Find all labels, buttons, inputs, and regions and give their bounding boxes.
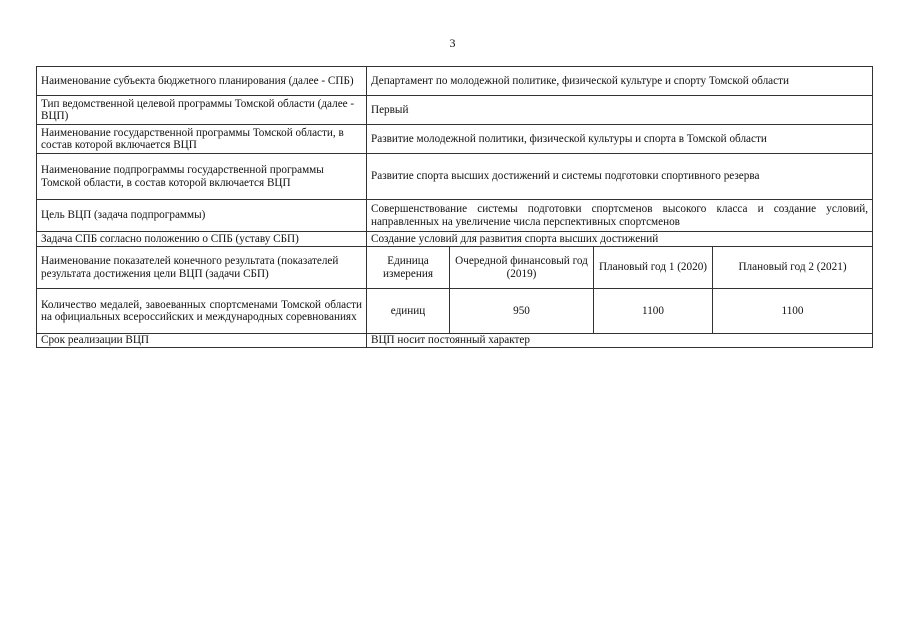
- subject-label: Наименование субъекта бюджетного планирования (далее - СПБ): [37, 67, 367, 96]
- goal-label: Цель ВЦП (задача подпрограммы): [37, 200, 367, 232]
- program-passport-table: [36, 66, 873, 348]
- page-number: 3: [449, 36, 456, 50]
- program-type-value: Первый: [367, 96, 873, 125]
- row-indicator-medals: [37, 289, 873, 334]
- row-term: [37, 334, 873, 348]
- task-label: Задача СПБ согласно положению о СПБ (уставу СБП): [37, 232, 367, 247]
- row-subject: [37, 67, 873, 96]
- indicator-medals-2020: 1100: [594, 289, 713, 334]
- indicator-medals-label: Количество медалей, завоеванных спортсменами Томской области на официальных всероссийских и международных соревнованиях: [37, 289, 367, 334]
- term-label: Срок реализации ВЦП: [37, 334, 367, 348]
- row-state-program: [37, 125, 873, 154]
- row-indicators-header: [37, 247, 873, 289]
- row-goal: [37, 200, 873, 232]
- indicator-medals-2019: 950: [450, 289, 594, 334]
- subject-value: Департамент по молодежной политике, физической культуре и спорту Томской области: [367, 67, 873, 96]
- task-value: Создание условий для развития спорта высших достижений: [367, 232, 873, 247]
- program-type-label: Тип ведомственной целевой программы Томской области (далее - ВЦП): [37, 96, 367, 125]
- state-program-label: Наименование государственной программы Томской области, в состав которой включается ВЦП: [37, 125, 367, 154]
- state-program-value: Развитие молодежной политики, физической культуры и спорта в Томской области: [367, 125, 873, 154]
- subprogram-label: Наименование подпрограммы государственной программы Томской области, в состав которой включается ВЦП: [37, 154, 367, 200]
- row-task: [37, 232, 873, 247]
- year-2020-header: Плановый год 1 (2020): [594, 247, 713, 289]
- subprogram-value: Развитие спорта высших достижений и системы подготовки спортивного резерва: [367, 154, 873, 200]
- row-program-type: [37, 96, 873, 125]
- goal-value: Совершенствование системы подготовки спортсменов высокого класса и создание условий, направленных на увеличение числа перспективных спортсменов: [367, 200, 873, 232]
- indicators-header-label: Наименование показателей конечного результата (показателей результата достижения цели ВЦП (задачи СБП): [37, 247, 367, 289]
- term-value: ВЦП носит постоянный характер: [367, 334, 873, 348]
- indicator-medals-unit: единиц: [367, 289, 450, 334]
- indicator-medals-2021: 1100: [713, 289, 873, 334]
- year-2019-header: Очередной финансовый год (2019): [450, 247, 594, 289]
- row-subprogram: [37, 154, 873, 200]
- unit-header: Единица измерения: [367, 247, 450, 289]
- year-2021-header: Плановый год 2 (2021): [713, 247, 873, 289]
